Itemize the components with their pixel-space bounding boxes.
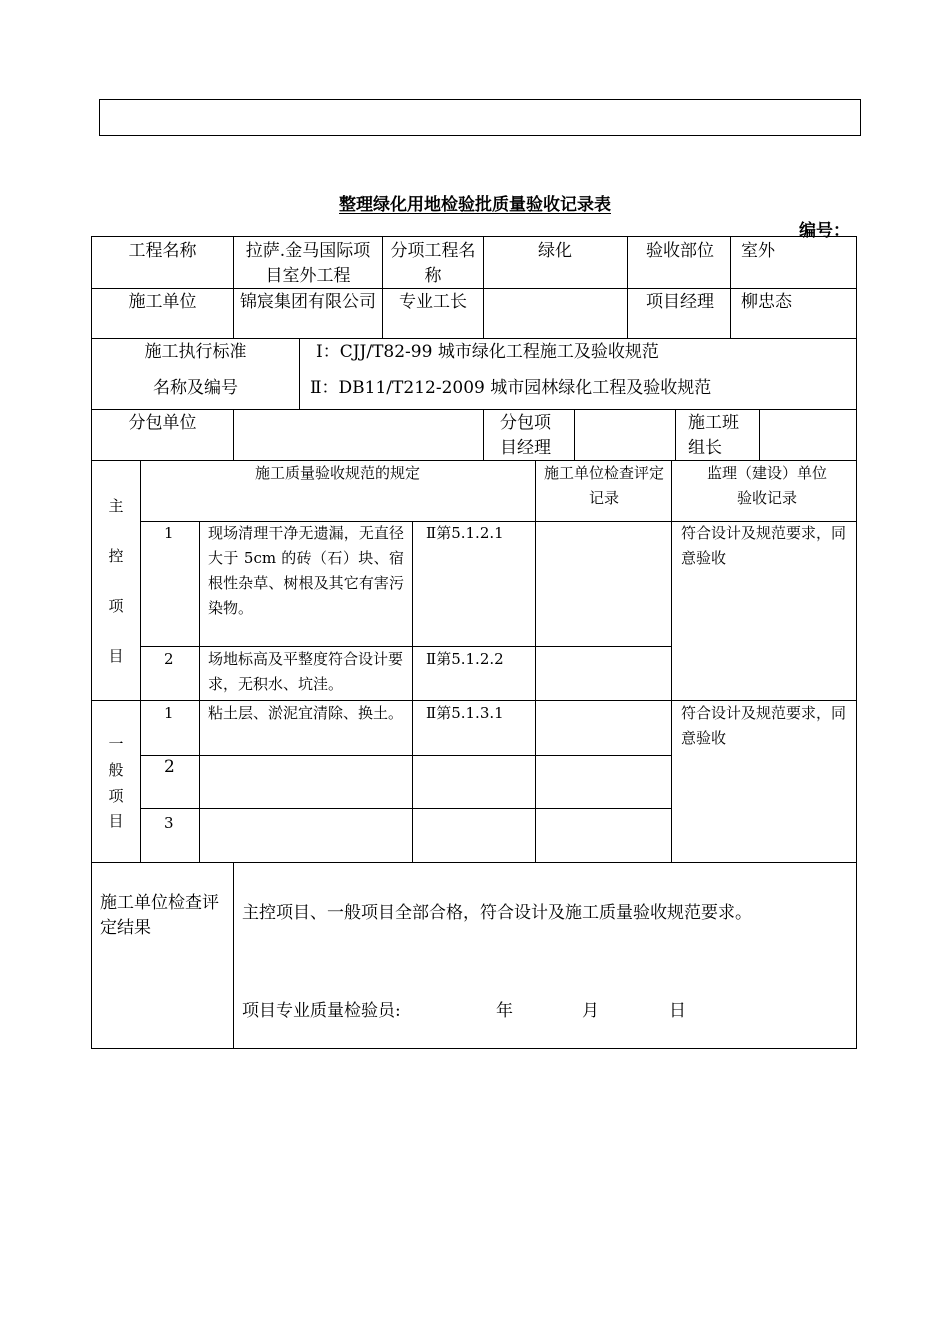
foreman-label: 专业工长 bbox=[399, 292, 467, 312]
standard-line2: Ⅱ：DB11/T212-2009 城市园林绿化工程及验收规范 bbox=[310, 378, 712, 398]
general-item-2-no: 2 bbox=[164, 757, 175, 777]
result-day: 日 bbox=[669, 1001, 686, 1021]
construction-unit-value: 锦宸集团有限公司 bbox=[240, 292, 376, 312]
main-item-1-no: 1 bbox=[164, 524, 174, 542]
result-year: 年 bbox=[496, 1001, 513, 1021]
main-item-2-no: 2 bbox=[164, 650, 174, 668]
accept-part-value: 室外 bbox=[741, 241, 775, 261]
general-item-1-ref: Ⅱ第5.1.3.1 bbox=[426, 704, 504, 722]
main-control-label-1: 主 bbox=[108, 497, 124, 515]
standard-line1: Ⅰ：CJJ/T82-99 城市绿化工程施工及验收规范 bbox=[316, 342, 659, 362]
main-supervision-record: 符合设计及规范要求，同意验收 bbox=[681, 524, 847, 567]
main-control-label-2: 控 bbox=[108, 547, 124, 565]
construction-unit-label: 施工单位 bbox=[128, 292, 197, 312]
general-supervision-record: 符合设计及规范要求，同意验收 bbox=[681, 704, 847, 747]
standard-label-line1: 施工执行标准 bbox=[144, 342, 247, 362]
sub-project-label: 分项工程名称 bbox=[390, 241, 476, 286]
result-text: 主控项目、一般项目全部合格，符合设计及施工质量验收规范要求。 bbox=[242, 903, 752, 923]
main-control-label-4: 目 bbox=[108, 647, 124, 665]
result-month: 月 bbox=[582, 1001, 599, 1021]
general-item-3-no: 3 bbox=[164, 814, 174, 832]
main-item-1-desc: 现场清理干净无遗漏，无直径大于 5cm 的砖（石）块、宿根性杂草、树根及其它有害污染物。 bbox=[208, 524, 404, 617]
main-item-2-desc: 场地标高及平整度符合设计要求，无积水、坑洼。 bbox=[208, 650, 404, 693]
project-name-label: 工程名称 bbox=[128, 241, 197, 261]
general-label-2: 般 bbox=[108, 761, 124, 779]
form-title: 整理绿化用地检验批质量验收记录表 bbox=[339, 195, 611, 215]
supervision-column-header: 监理（建设）单位验收记录 bbox=[706, 464, 827, 507]
team-leader-label: 施工班组长 bbox=[688, 413, 739, 458]
general-label-4: 目 bbox=[108, 812, 124, 830]
general-item-1-no: 1 bbox=[164, 704, 174, 722]
spec-column-header: 施工质量验收规范的规定 bbox=[254, 464, 420, 482]
subcontract-unit-label: 分包单位 bbox=[128, 413, 197, 433]
inspection-record-table bbox=[91, 236, 857, 1049]
inspector-label: 项目专业质量检验员: bbox=[242, 1001, 401, 1021]
top-header-box bbox=[99, 99, 861, 136]
project-manager-value: 柳忠态 bbox=[741, 292, 792, 312]
accept-part-label: 验收部位 bbox=[646, 241, 714, 261]
main-item-1-ref: Ⅱ第5.1.2.1 bbox=[426, 524, 504, 542]
check-column-header: 施工单位检查评定记录 bbox=[544, 464, 665, 507]
main-control-label-3: 项 bbox=[108, 597, 124, 615]
main-item-2-ref: Ⅱ第5.1.2.2 bbox=[426, 650, 504, 668]
result-label: 施工单位检查评定结果 bbox=[100, 893, 219, 938]
general-label-3: 项 bbox=[108, 787, 124, 805]
sub-project-value: 绿化 bbox=[538, 241, 572, 261]
project-name-value: 拉萨.金马国际项目室外工程 bbox=[245, 241, 371, 286]
general-label-1: 一 bbox=[108, 735, 124, 753]
standard-label-line2: 名称及编号 bbox=[153, 378, 238, 398]
subcontract-manager-label: 分包项目经理 bbox=[500, 413, 551, 458]
project-manager-label: 项目经理 bbox=[646, 292, 714, 312]
document-number-label: 编号： bbox=[799, 221, 850, 241]
general-item-1-desc: 粘土层、淤泥宜清除、换土。 bbox=[208, 704, 404, 722]
